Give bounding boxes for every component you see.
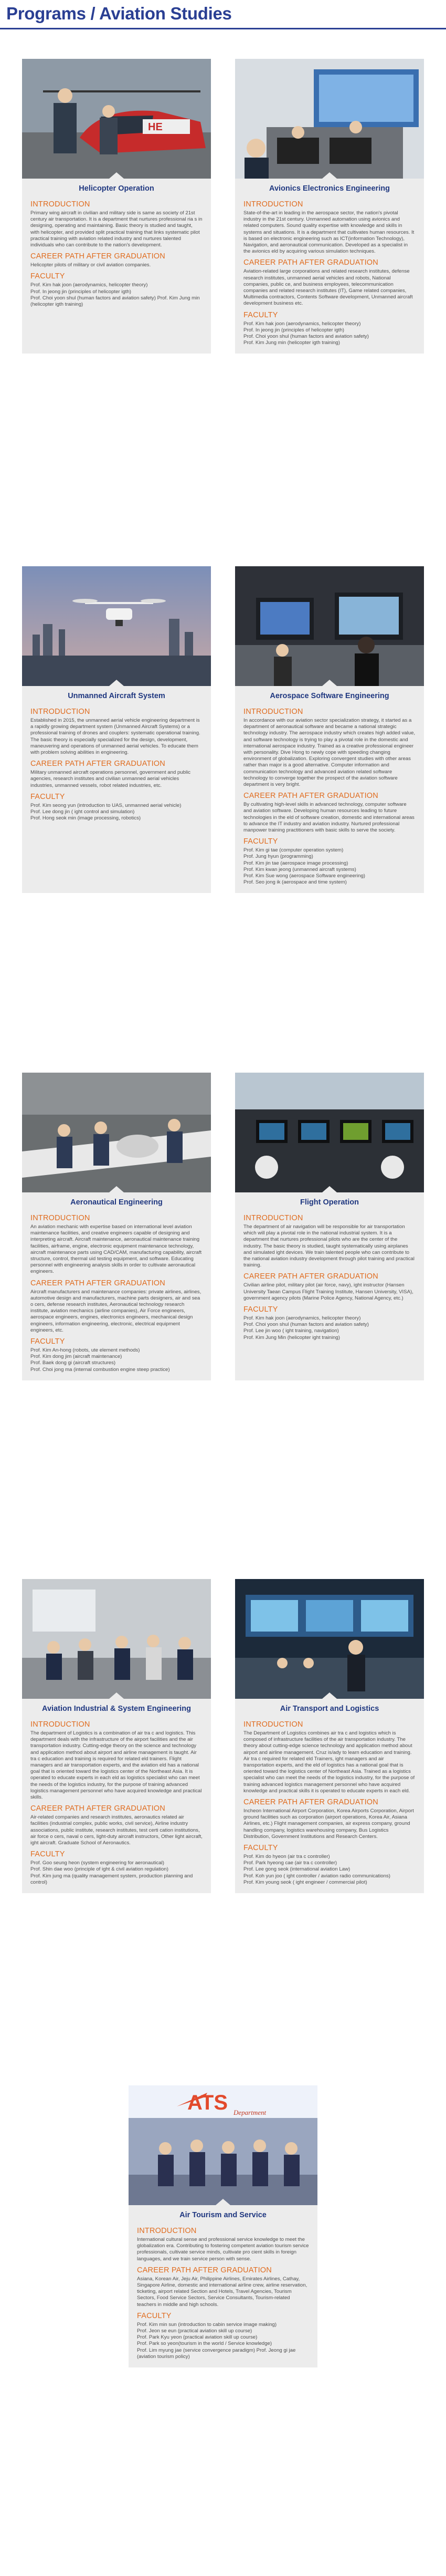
faculty-item: Prof. Kim Jung Min (helicopter ight training) [243, 1334, 340, 1341]
faculty-heading: FACULTY [30, 1850, 65, 1859]
faculty-item: Prof. Shin dae woo (principle of ight & civil aviation regulation) [30, 1866, 168, 1873]
introduction-heading: INTRODUCTION [243, 1720, 303, 1729]
faculty-heading: FACULTY [243, 1844, 278, 1853]
introduction-text: The Department of Logistics combines air tra c and logistics which is composed of infrastructure facilities of the air transportation industry. The theory about cutting-edge science technology and application method about airport and airline management. Cruz is/ady to learn education and training. Air tra c required for related eld Trainers, ight managers and air transportation experts, and the eld of logistics has a national goal that is oriented toward the logistics center of Northeast Asia. Trained as a logistics specialist who can meet the needs of the logistics industry, for the purpose of training advanced logistics management personnel who have acquired knowledge and practical skills it is operated to educate experts in each eld. [243, 1730, 415, 1794]
faculty-item: Prof. Kim jung ma (quality management system, production planning and control) [30, 1873, 193, 1885]
svg-text:HE: HE [148, 121, 163, 133]
introduction-text: International cultural sense and professional service knowledge to meet the globalization era. Contributing to fostering competent aviation tourism service professionals, cultivate service minds, cultivate pro cient skills in foreign languages, and we train service person with sense. [137, 2237, 309, 2262]
career-heading: CAREER PATH AFTER GRADUATION [243, 792, 378, 801]
faculty-heading: FACULTY [30, 792, 65, 801]
introduction-heading: INTRODUCTION [243, 708, 303, 716]
photo-notch [322, 680, 337, 686]
ats-logo-subtext: Department [233, 2108, 267, 2116]
career-text: Air-related companies and research institutes, aeronautics related air facilities (industrial complex, public works, civil service), Airline industry associations, public institute, research institutes, test certi cation institutions, air force o cers, naval o cers, light-duty aircraft instructors, Other light aircraft, ight aircraft. Graduate School of Aeronautics. [30, 1814, 203, 1846]
faculty-item: Prof. Park so yeon(tourism in the world / Service knowledge) [137, 2341, 272, 2347]
program-card-aeronautical-engineering [22, 1073, 211, 1380]
introduction-text: State-of-the-art in leading in the aerospace sector, the nation's pivotal industry in the 21st century. Unmanned automation using avionics and related computers. Sound quality expertise with knowledge and skills in systems and situations. It is a department that cultivates human resources. It is based on electronic engineering such as ICT(information Technology), Navigation, and aeronautical communication. Developed as a specialist in the avionics eld by acquiring various simulation techniques. [243, 210, 415, 255]
career-text: Incheon International Airport Corporation, Korea Airports Corporation, Airport ground facilities such as corporation (airport operations, Korea Air, Asiana Airlines, etc.) Flight management companies, air express company, ground handling company, logistics warehousing company, Bus Logistics Distribution, Government Institutions and Research Centers. [243, 1808, 414, 1840]
photo-notch [322, 1692, 337, 1699]
faculty-heading: FACULTY [137, 2311, 172, 2320]
introduction-heading: INTRODUCTION [243, 1214, 303, 1222]
faculty-item: Prof. Lee jin woo ( ight training, navigation) [243, 1328, 339, 1334]
ats-logo [129, 2085, 317, 2118]
faculty-item: Prof. Kim min sun (introduction to cabin service image making) [137, 2321, 277, 2328]
career-heading: CAREER PATH AFTER GRADUATION [30, 1804, 165, 1813]
introduction-heading: INTRODUCTION [30, 1214, 90, 1222]
helicopter-photo [22, 59, 211, 179]
title-divider [0, 28, 446, 29]
program-card-air-transport-logistics [235, 1579, 424, 1893]
faculty-item: Prof. Kim young seok ( ight engineer / commercial pilot) [243, 1879, 367, 1885]
photo-notch [322, 172, 337, 179]
faculty-item: Prof. Lim myung jae (service convergence paradigm) Prof. Jeong gi jae (aviation tourism policy) [137, 2347, 296, 2360]
career-text: Military unmanned aircraft operations personnel, government and public agencies, research institutes and civilian unmanned aerial vehicles industries, unmanned vessels, robot related industries, etc. [30, 770, 191, 788]
introduction-text: The department of air navigation will be responsible for air transportation which will play a pivotal role in the national industrial system. It is a department that nurtures professional pilots who are the center of the industry. The basic theory is studied, taught systematically using airplanes and simulated ight devices. We train talented people who can contribute to the national aviation industry development through pilot training and practical training. [243, 1224, 415, 1269]
faculty-item: Prof. Kim Sue wong (aerospace Software engineering) [243, 873, 365, 879]
program-card-helicopter-operation [22, 59, 211, 354]
classroom-photo [22, 1579, 211, 1699]
program-title: Aeronautical Engineering [70, 1198, 163, 1207]
career-heading: CAREER PATH AFTER GRADUATION [243, 1272, 378, 1281]
faculty-item: Prof. Koh yun joo ( ight controller / aviation radio communications) [243, 1873, 390, 1879]
introduction-text: Established in 2015, the unmanned aerial vehicle engineering department is a rapidly growing department system (Unmanned Aircraft Systems) or a professional training of drones and couplers: systematic operational training. The basic theory is especially specialized for the design, development, maneuvering and operations of unmanned aerial vehicles. To educate them with problem solving abilities in engineering. [30, 718, 200, 756]
program-card-avionics [235, 59, 424, 354]
program-card-air-tourism-service [129, 2085, 317, 2367]
aero-engineering-photo [22, 1073, 211, 1192]
faculty-heading: FACULTY [30, 272, 65, 281]
introduction-text: Primary wing aircraft in civilian and military side is same as society of 21st century air transportation. It is a department that nurtures professional ria s in designing, operating and maintaining. Basic theory is studied and taught, with helicopter, and provided split practical training that links systematic pilot practical training with aviation related industry and nurtures talented individuals who can contribute to the nation's development. [30, 210, 203, 248]
introduction-heading: INTRODUCTION [243, 200, 303, 209]
drone-photo [22, 566, 211, 686]
faculty-item: Prof. Kim dong jim (aircraft maintenance) [30, 1354, 122, 1360]
faculty-item: Prof. Lee gong seok (international aviation Law) [243, 1866, 351, 1873]
faculty-item: Prof. Kim gi tae (computer operation system) [243, 847, 344, 854]
program-title: Air Tourism and Service [179, 2211, 267, 2219]
program-card-industrial-system-engineering [22, 1579, 211, 1893]
career-heading: CAREER PATH AFTER GRADUATION [30, 760, 165, 768]
faculty-heading: FACULTY [243, 837, 278, 846]
career-text: Civilian airline pilot, military pilot (air force, navy), ight instructor (Hansen University Taean Campus Flight Training Institute, Hansen University, VISA), government agency pilots (Marine Police Agency, National Agency, etc.) [243, 1282, 413, 1301]
introduction-heading: INTRODUCTION [137, 2227, 197, 2235]
faculty-item: Prof. Choi yoon shul (human factors and aviation safety) [243, 1322, 369, 1328]
career-text: Aviation-related large corporations and related research institutes, defense research institutes, unmanned aerial vehicles and robots, National companies, public ce, and business employees, telecommunication companies and related research institutes (IT), Game related companies, Multimedia contractors, Contents Software development, Unmanned aircraft development business etc. [243, 268, 413, 307]
faculty-item: Prof. Kim An-hong (robots, ute element methods) [30, 1347, 140, 1354]
program-card-unmanned-aircraft [22, 566, 211, 893]
career-text: Aircraft manufacturers and maintenance companies: private airlines, airlines, automotive design and manufacturers, machine parts designers, air and sea o cers, defense research institutes, Aeronautical technology research institute, aviation mechanics (airline companies), Air Force engineers, aerospace engineers, engines, electronics engineers, mechanical design engineers, information engineering, electronic, electrical equipment engineers, etc. [30, 1289, 201, 1333]
program-title: Avionics Electronics Engineering [269, 184, 390, 193]
career-heading: CAREER PATH AFTER GRADUATION [137, 2266, 272, 2274]
faculty-item: Prof. Park hyeong cae (air tra c controller) [243, 1860, 337, 1866]
faculty-item: Prof. Kim hak joon (aerodynamics, helicopter theory) [30, 282, 148, 288]
faculty-item: Prof. Kim hak joon (aerodynamics, helicopter theory) [243, 320, 361, 327]
faculty-item: Prof. In jeong jin (principles of helicopter igth) [30, 288, 131, 295]
faculty-item: Prof. Kim hak joon (aerodynamics, helicopter theory) [243, 1315, 361, 1322]
career-text: By cultivating high-level skills in advanced technology, computer software and aviation software. Developing human resources leading to future technologies in the eld of software creation, domestic and international areas to advance the IT industry and aviation industry. Nurtured professional manpower training practitioners with basic skills to serve the society. [243, 802, 415, 834]
photo-notch [216, 2199, 230, 2205]
program-title: Helicopter Operation [79, 184, 154, 193]
career-heading: CAREER PATH AFTER GRADUATION [243, 258, 378, 267]
software-lab-photo [235, 566, 424, 686]
program-title: Aviation Industrial & System Engineering [42, 1705, 191, 1713]
program-card-flight-operation [235, 1073, 424, 1380]
faculty-heading: FACULTY [243, 1305, 278, 1314]
faculty-item: Prof. Jeon se eun (practical aviation skill up course) [137, 2328, 252, 2334]
faculty-item: Prof. Park Kyu yeon (practical aviation skill up course) [137, 2334, 258, 2341]
career-heading: CAREER PATH AFTER GRADUATION [243, 1798, 378, 1807]
avionics-photo [235, 59, 424, 179]
faculty-item: Prof. Goo seung heon (system engineering for aeronautical) [30, 1860, 164, 1866]
faculty-item: Prof. Choi yoon shul (human factors and aviation safety) [243, 334, 369, 340]
faculty-item: Prof. Choi jong ma (internal combustion engine steep practice) [30, 1366, 170, 1373]
faculty-heading: FACULTY [30, 1337, 65, 1346]
faculty-item: Prof. Kim kwan jeong (unmanned aircraft systems) [243, 866, 356, 872]
photo-notch [109, 172, 124, 179]
faculty-item: Prof. Kim Jung min (helicopter igth training) [243, 340, 340, 346]
introduction-heading: INTRODUCTION [30, 200, 90, 209]
faculty-item: Prof. Hong seok min (image processing, robotics) [30, 815, 141, 822]
photo-notch [109, 1186, 124, 1192]
program-title: Aerospace Software Engineering [270, 692, 389, 700]
career-text: Asiana, Korean Air, Jeju Air, Philippine Airlines, Emirates Airlines, Cathay, Singapore Airline, domestic and international airline crew, airline reservation, ticketing, airport related Section and Hotels, Travel Agencies, Tourism Sectors, Food Service Sectors, Service Consultants, Tourism-related teachers in middle and high schools. [137, 2276, 307, 2308]
faculty-item: Prof. Baek dong gi (aircraft structures) [30, 1360, 116, 1366]
faculty-item: Prof. Seo jong ik (aerospace and time system) [243, 879, 347, 886]
program-title: Unmanned Aircraft System [68, 692, 165, 700]
page-title: Programs / Aviation Studies [6, 4, 232, 23]
control-room-photo [235, 1579, 424, 1699]
photo-notch [322, 1186, 337, 1192]
faculty-item: Prof. In jeong jin (principles of helicopter igth) [243, 327, 344, 333]
career-heading: CAREER PATH AFTER GRADUATION [30, 1279, 165, 1287]
introduction-heading: INTRODUCTION [30, 708, 90, 716]
program-title: Flight Operation [300, 1198, 359, 1207]
faculty-item: Prof. Choi yoon shul (human factors and aviation safety) Prof. Kim Jung min (helicopter igth training) [30, 295, 200, 308]
ats-logo-text: ATS [187, 2091, 228, 2114]
introduction-text: In accordance with our aviation sector specialization strategy, it started as a department of aeronautical software and became a national strategic technology industry. The aerospace industry which creates high added value, and software technology is trying to play a pivotal role in the domestic and international aerospace industry. Trained as a creative professional engineer with personality. Dive Hong to newly cope with speeding changing environment of globalization. Exploring convergent studies with other areas rather than major is a good alternative. Computer information and communication technology and advanced aviation related software technology to converge together the prospect of the aviation software department is very bright. [243, 718, 416, 788]
introduction-text: An aviation mechanic with expertise based on international level aviation maintenance facilities, and creative engineers capable of designing and interpreting aircraft. Aircraft maintenance, aeronautical maintenance training facilities, airframe, engine, electronic equipment maintenance technology, aircraft maintenance parts using CAD/CAM, manufacturing capability, aircraft structure, control, thermal uid testing equipment, and software. Educating personnel with engineering analysis skills in order to cultivate aeronautical engineers. [30, 1224, 202, 1275]
faculty-item: Prof. Kim do hyeon (air tra c controller) [243, 1854, 330, 1860]
introduction-heading: INTRODUCTION [30, 1720, 90, 1729]
tourism-photo [129, 2085, 317, 2205]
cockpit-photo [235, 1073, 424, 1192]
faculty-item: Prof. Kim jin tae (aerospace image processing) [243, 860, 348, 866]
faculty-item: Prof. Jung hyun (programming) [243, 854, 313, 860]
faculty-item: Prof. Lee dong jin ( ight control and simulation) [30, 809, 135, 815]
introduction-text: The department of Logistics is a combination of air tra c and logistics. This department deals with the infrastructure of the airport facilities and the air transportation industry. Cutting-edge theory on the science and technology and application method about airport and airline management is taught. Air tra c education and training is required for related eld trainers. Flight managers and air transportation experts, and the aviation eld has a national goal that is oriented toward the logistics center of the Northeast Asia. It is operated to educate experts in each eld as logistics specialist who can meet the needs of the logistics industry, for the purpose of training advanced logistics management personnel who have acquired knowledge and practical skills. [30, 1730, 202, 1801]
program-card-aerospace-software [235, 566, 424, 893]
faculty-heading: FACULTY [243, 310, 278, 319]
faculty-item: Prof. Kim seong yun (introduction to UAS, unmanned aerial vehicle) [30, 802, 182, 808]
program-title: Air Transport and Logistics [280, 1705, 379, 1713]
career-heading: CAREER PATH AFTER GRADUATION [30, 252, 165, 261]
career-text: Helicopter pilots of military or civil aviation companies. [30, 262, 151, 268]
photo-notch [109, 680, 124, 686]
photo-notch [109, 1692, 124, 1699]
